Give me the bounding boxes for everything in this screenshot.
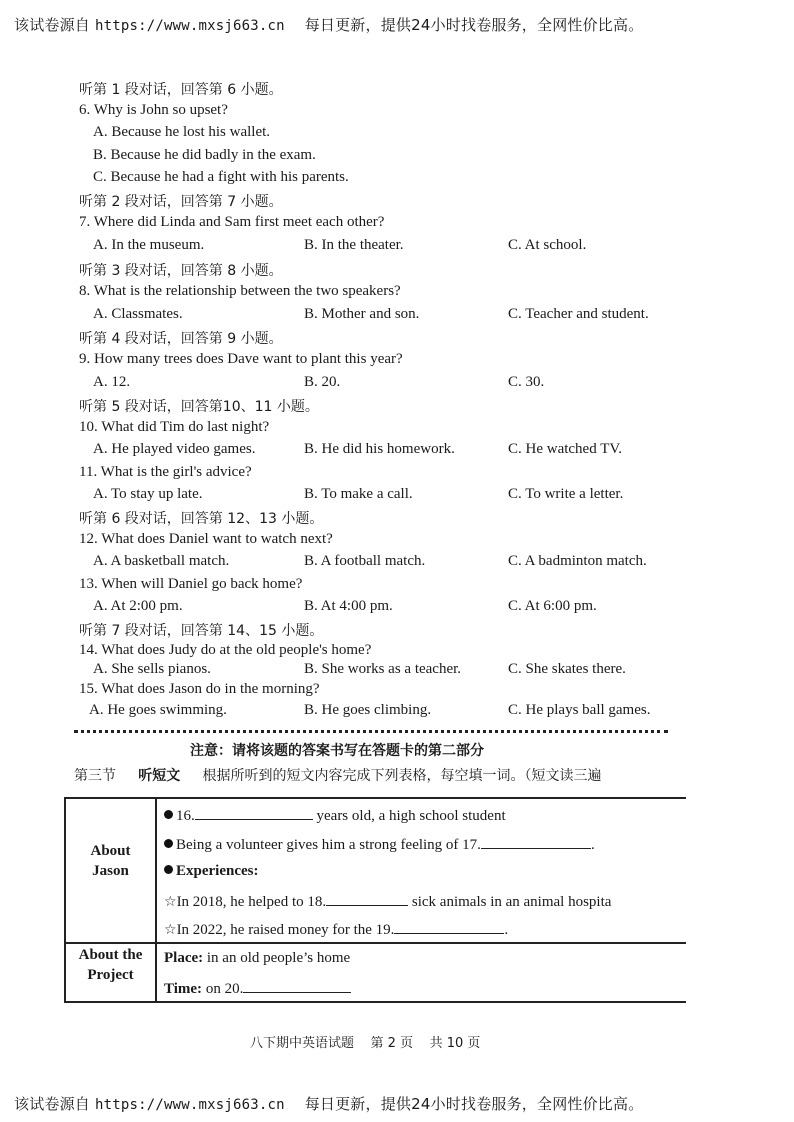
q9-option-b: B. 20. <box>304 374 341 390</box>
question-13: 13. When will Daniel go back home? <box>79 576 303 592</box>
q7-option-a: A. In the museum. <box>93 237 205 253</box>
q15-option-c: C. He plays ball games. <box>508 702 651 718</box>
star-icon: ☆ <box>164 894 177 910</box>
source-banner-top <box>14 14 643 35</box>
q13-option-a: A. At 2:00 pm. <box>93 598 183 614</box>
question-6: 6. Why is John so upset? <box>79 102 228 118</box>
q8-option-a: A. Classmates. <box>93 306 183 322</box>
table-column-divider <box>155 797 157 1002</box>
q7-option-b: B. In the theater. <box>304 237 404 253</box>
table-row-19: ☆In 2022, he raised money for the 19. . <box>164 919 684 939</box>
table-row-place: Place: in an old people’s home <box>164 950 351 966</box>
blank-19[interactable] <box>394 919 504 934</box>
dialogue-intro-1: 听第 1 段对话，回答第 6 小题。 <box>79 82 283 98</box>
q14-option-b: B. She works as a teacher. <box>304 661 462 677</box>
section-3-heading <box>74 765 686 785</box>
q15-option-b: B. He goes climbing. <box>304 702 432 718</box>
section-3-label: 第三节 <box>74 768 116 784</box>
section-3-instruction: 根据所听到的短文内容完成下列表格，每空填一词。（短文读三遍 <box>202 768 602 784</box>
q10-option-c: C. He watched TV. <box>508 441 623 457</box>
table-border-bottom <box>64 1001 686 1003</box>
q8-option-b: B. Mother and son. <box>304 306 420 322</box>
q7-option-c: C. At school. <box>508 237 587 253</box>
question-11: 11. What is the girl's advice? <box>79 464 252 480</box>
about-jason-label: About Jason <box>90 843 131 879</box>
q14-option-a: A. She sells pianos. <box>93 661 211 677</box>
dialogue-intro-5: 听第 5 段对话，回答第10、11 小题。 <box>79 399 319 415</box>
q15-option-a: A. He goes swimming. <box>89 702 227 718</box>
q9-option-c: C. 30. <box>508 374 545 390</box>
section-3-title: 听短文 <box>138 768 181 784</box>
blank-18[interactable] <box>326 891 408 906</box>
q10-option-a: A. He played video games. <box>93 441 256 457</box>
q13-option-b: B. At 4:00 pm. <box>304 598 393 614</box>
table-row-18: ☆In 2018, he helped to 18. sick animals in an animal hospita <box>164 891 684 911</box>
footer-title: 八下期中英语试题 <box>250 1036 355 1051</box>
q6-option-b: B. Because he did badly in the exam. <box>93 147 316 163</box>
star-icon: ☆ <box>164 922 177 938</box>
banner-slogan: 每日更新，提供24小时找卷服务，全网性价比高。 <box>304 16 644 34</box>
question-8: 8. What is the relationship between the two speakers? <box>79 283 401 299</box>
question-15: 15. What does Jason do in the morning? <box>79 681 320 697</box>
q12-option-a: A. A basketball match. <box>93 553 230 569</box>
banner-url[interactable]: https://www.mxsj663.cn <box>94 18 285 34</box>
table-row-experiences: Experiences: <box>164 863 684 880</box>
dialogue-intro-7: 听第 7 段对话，回答第 14、15 小题。 <box>79 623 324 639</box>
table-border-top <box>64 797 686 799</box>
q11-option-c: C. To write a letter. <box>508 486 624 502</box>
source-banner-bottom <box>14 1093 643 1114</box>
q12-option-b: B. A football match. <box>304 553 426 569</box>
bullet-icon <box>164 839 173 848</box>
dialogue-intro-2: 听第 2 段对话，回答第 7 小题。 <box>79 194 283 210</box>
q10-option-b: B. He did his homework. <box>304 441 455 457</box>
about-project-label: About the Project <box>78 947 143 983</box>
footer-page: 第 2 页 <box>370 1036 414 1051</box>
question-7: 7. Where did Linda and Sam first meet each other? <box>79 214 385 230</box>
bullet-icon <box>164 810 173 819</box>
bullet-icon <box>164 865 173 874</box>
q9-option-a: A. 12. <box>93 374 131 390</box>
page-footer <box>250 1032 480 1051</box>
dialogue-intro-6: 听第 6 段对话，回答第 12、13 小题。 <box>79 511 324 527</box>
answer-notice: 注意：请将该题的答案书写在答题卡的第二部分 <box>190 743 484 759</box>
q14-option-c: C. She skates there. <box>508 661 626 677</box>
dialogue-intro-3: 听第 3 段对话，回答第 8 小题。 <box>79 263 283 279</box>
table-row-divider <box>64 942 686 944</box>
q12-option-c: C. A badminton match. <box>508 553 647 569</box>
q13-option-c: C. At 6:00 pm. <box>508 598 597 614</box>
table-row-time: Time: on 20. <box>164 978 684 998</box>
blank-17[interactable] <box>481 834 591 849</box>
q6-option-c: C. Because he had a fight with his parents. <box>93 169 349 185</box>
banner-slogan: 每日更新，提供24小时找卷服务，全网性价比高。 <box>304 1095 644 1113</box>
dialogue-intro-4: 听第 4 段对话，回答第 9 小题。 <box>79 331 283 347</box>
banner-source: 该试卷源自 <box>14 16 91 34</box>
table-row-17: Being a volunteer gives him a strong feeling of 17. . <box>164 834 684 854</box>
banner-source: 该试卷源自 <box>14 1095 91 1113</box>
q8-option-c: C. Teacher and student. <box>508 306 649 322</box>
q11-option-b: B. To make a call. <box>304 486 413 502</box>
q11-option-a: A. To stay up late. <box>93 486 203 502</box>
question-14: 14. What does Judy do at the old people's home? <box>79 642 372 658</box>
dotted-divider <box>74 730 668 733</box>
question-12: 12. What does Daniel want to watch next? <box>79 531 333 547</box>
question-10: 10. What did Tim do last night? <box>79 419 270 435</box>
blank-16[interactable] <box>195 805 313 820</box>
table-row-16: 16. years old, a high school student <box>164 805 684 825</box>
q6-option-a: A. Because he lost his wallet. <box>93 124 271 140</box>
footer-total: 共 10 页 <box>429 1036 481 1051</box>
question-9: 9. How many trees does Dave want to plant this year? <box>79 351 403 367</box>
banner-url[interactable]: https://www.mxsj663.cn <box>94 1097 285 1113</box>
blank-20[interactable] <box>243 978 351 993</box>
